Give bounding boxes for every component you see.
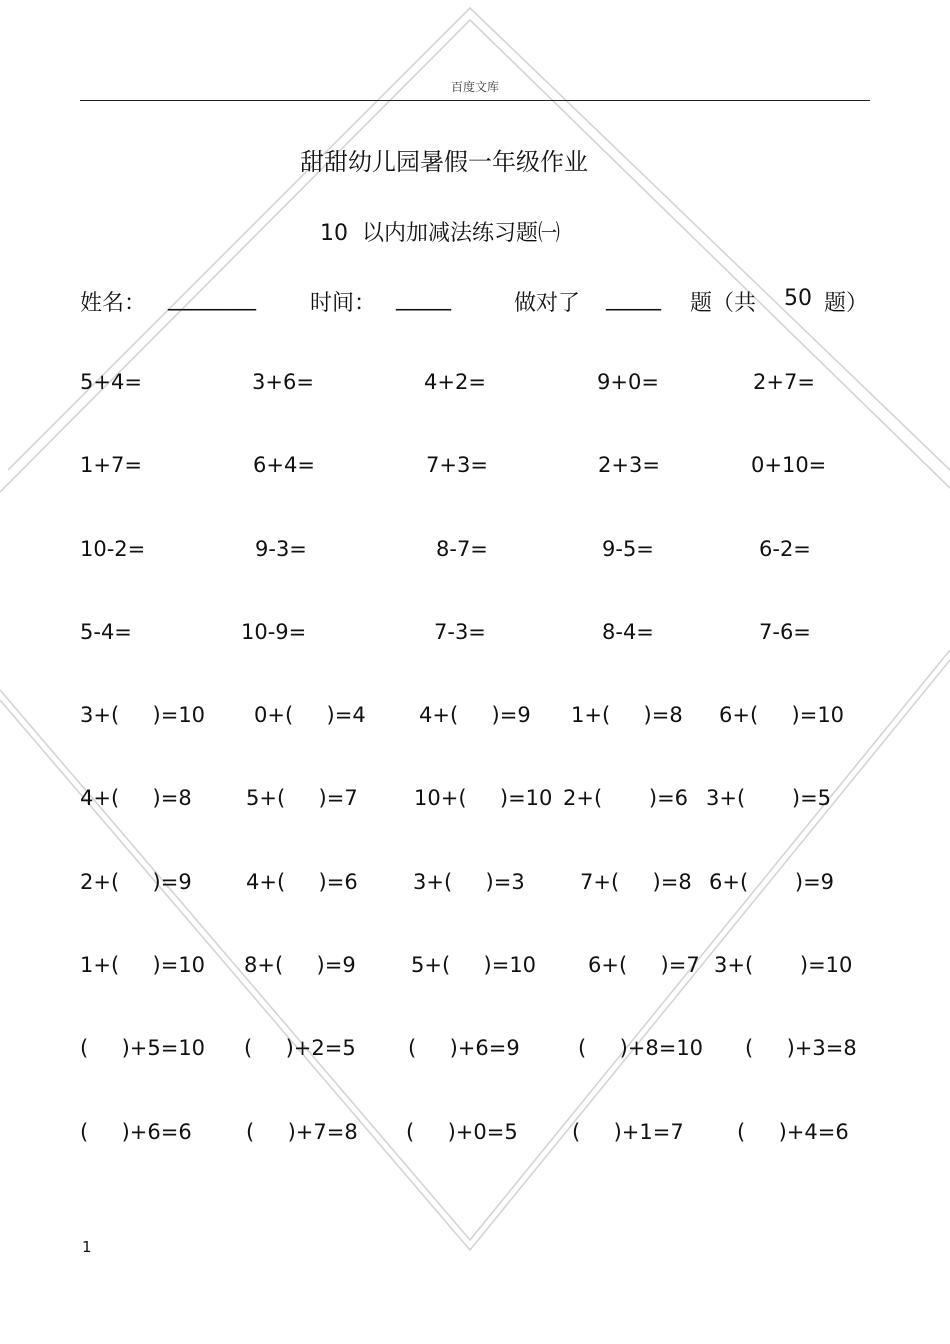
problem-row (0, 537, 950, 567)
name-blank: ________ (168, 286, 256, 311)
problem-row (0, 703, 950, 733)
problem: 4+( )=6 (246, 870, 358, 894)
problem: ( )+1=7 (572, 1120, 684, 1144)
problem: ( )+5=10 (80, 1036, 206, 1060)
problem: 5-4= (80, 620, 132, 644)
problem-row (0, 786, 950, 816)
problem-row (0, 620, 950, 650)
problem: ( )+6=9 (408, 1036, 520, 1060)
problem: ( )+7=8 (246, 1120, 358, 1144)
problem: 6-2= (759, 537, 811, 561)
problem: 1+( )=10 (80, 953, 206, 977)
problem: 4+( )=8 (80, 786, 192, 810)
header-title: 百度文库 (450, 80, 499, 94)
problem: 6+( )=9 (709, 870, 835, 894)
problem: ( )+3=8 (745, 1036, 857, 1060)
problem: 5+4= (80, 370, 142, 394)
problem: 3+( )=10 (714, 953, 853, 977)
problem: 1+7= (80, 453, 142, 477)
problem: 10+( )=10 (414, 786, 553, 810)
subtitle-number: 10 (320, 221, 348, 246)
problem: 1+( )=8 (571, 703, 683, 727)
problem: 3+( )=5 (706, 786, 832, 810)
problem: 3+6= (252, 370, 314, 394)
problem: 7-3= (434, 620, 486, 644)
total-count: 50 (784, 286, 812, 311)
problem: 2+7= (753, 370, 815, 394)
problem: 7+( )=8 (580, 870, 692, 894)
problem: 6+4= (253, 453, 315, 477)
problem: 9-5= (602, 537, 654, 561)
subtitle-text: 以内加减法练习题㈠ (362, 221, 561, 246)
problem: 3+( )=3 (413, 870, 525, 894)
page-title: 甜甜幼儿园暑假一年级作业 (300, 148, 588, 176)
problem: 0+10= (751, 453, 827, 477)
total-prefix: 题（共 (690, 291, 757, 316)
problem-row (0, 453, 950, 483)
page-number: 1 (82, 1238, 92, 1256)
problem: 2+3= (598, 453, 660, 477)
problem: 6+( )=7 (588, 953, 700, 977)
total-suffix: 题） (824, 291, 869, 316)
problem-row (0, 953, 950, 983)
problem-row (0, 370, 950, 400)
problem: ( )+0=5 (406, 1120, 518, 1144)
page-header (80, 78, 870, 101)
problem: 8+( )=9 (244, 953, 356, 977)
problem: 3+( )=10 (80, 703, 206, 727)
problem: ( )+4=6 (737, 1120, 849, 1144)
problem: ( )+8=10 (578, 1036, 704, 1060)
problem: 7-6= (759, 620, 811, 644)
problem: 10-2= (80, 537, 146, 561)
problem: 2+( )=9 (80, 870, 192, 894)
problem: 4+2= (424, 370, 486, 394)
correct-blank: _____ (606, 286, 661, 311)
problem: 5+( )=7 (246, 786, 358, 810)
problem: 4+( )=9 (419, 703, 531, 727)
problem-row (0, 870, 950, 900)
problem: 9-3= (255, 537, 307, 561)
problem: 6+( )=10 (719, 703, 845, 727)
problem: 2+( )=6 (563, 786, 689, 810)
problem: 10-9= (241, 620, 307, 644)
correct-label: 做对了 (514, 291, 581, 316)
problem: 8-7= (436, 537, 488, 561)
problem-row (0, 1120, 950, 1150)
problem: 9+0= (597, 370, 659, 394)
time-label: 时间： (310, 291, 377, 316)
problem: 5+( )=10 (411, 953, 537, 977)
name-label: 姓名： (80, 291, 147, 316)
problem: 0+( )=4 (254, 703, 366, 727)
subtitle (320, 216, 560, 247)
problem: 7+3= (426, 453, 488, 477)
time-blank: _____ (396, 286, 451, 311)
problem: ( )+2=5 (244, 1036, 356, 1060)
problem: ( )+6=6 (80, 1120, 192, 1144)
problem-row (0, 1036, 950, 1066)
problem: 8-4= (602, 620, 654, 644)
